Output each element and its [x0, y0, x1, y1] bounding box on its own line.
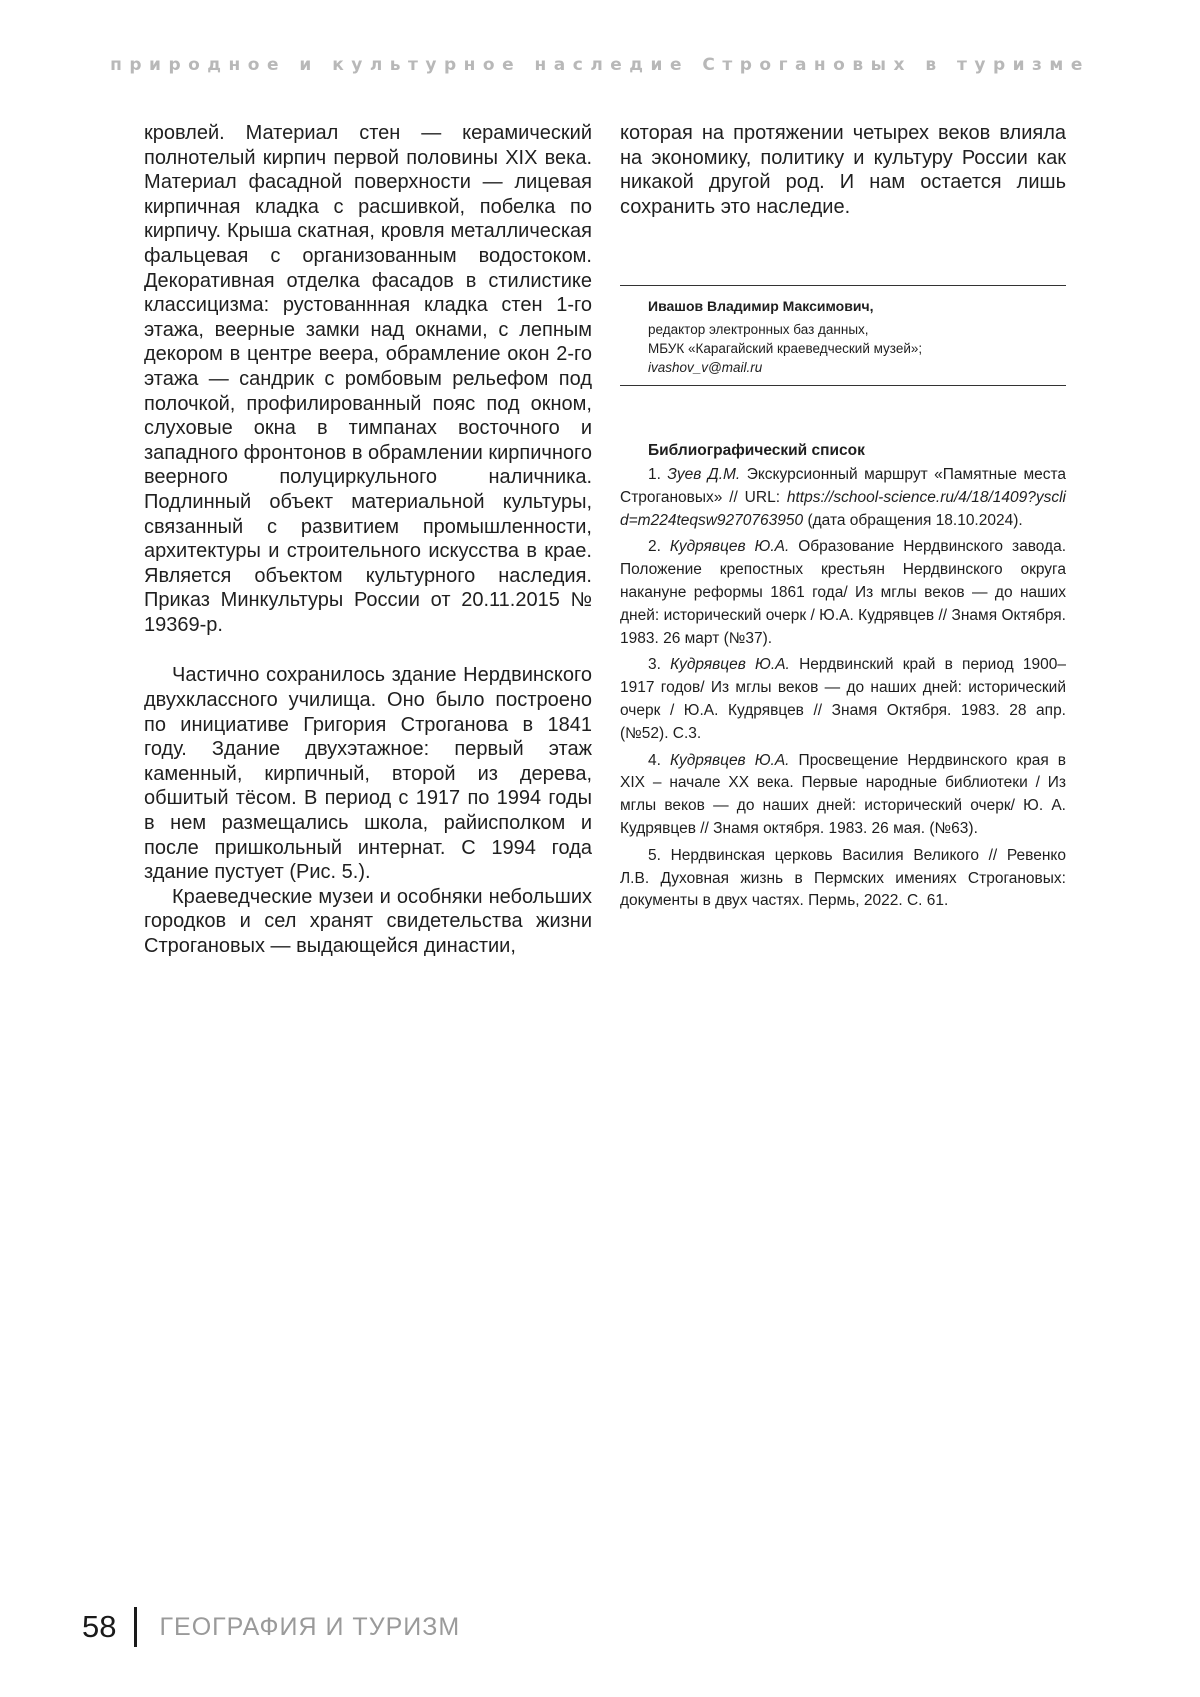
paragraph-conclusion: которая на протяжении четырех веков влияла на экономику, политику и культуру России как никакой другой род. И нам остается лишь сохранить это наследие. — [620, 121, 1066, 219]
bib-num: 2. — [648, 538, 661, 555]
bibliography — [620, 440, 1066, 917]
running-title: природное и культурное наследие Строгановых в туризме — [0, 55, 1200, 75]
bibliography-item — [620, 654, 1066, 745]
bib-text: Просвещение Нердвинского края в XIX – начале XX века. Первые народные библиотеки / Из мглы веков — до наших дней: исторический очерк/ Ю. А. Кудрявцев // Знамя октября. 1983. 26 мая. (№63). — [620, 752, 1066, 837]
right-column — [620, 121, 1066, 219]
left-column — [144, 121, 592, 959]
author-organization: МБУК «Карагайский краеведческий музей»; — [648, 339, 1066, 358]
bib-text: Экскурсионный маршрут «Памятные места Строгановых» // URL: — [620, 466, 1066, 506]
bibliography-item — [620, 845, 1066, 913]
section-name: ГЕОГРАФИЯ И ТУРИЗМ — [159, 1613, 460, 1642]
bib-num: 1. — [648, 466, 661, 483]
author-email[interactable]: ivashov_v@mail.ru — [648, 358, 1066, 377]
paragraph-school: Частично сохранилось здание Нердвинского двухклассного училища. Оно было построено по инициативе Григория Строганова в 1841 году. Здание двухэтажное: первый этаж каменный, кирпичный, второй из дерева, обшитый тёсом. В период с 1917 по 1994 годы в нем размещались школа, райисполком и после пришкольный интернат. С 1994 года здание пустует (Рис. 5.). — [144, 663, 592, 884]
bibliography-title: Библиографический список — [620, 440, 1066, 462]
paragraph-description: кровлей. Материал стен — керамический полнотелый кирпич первой половины XIX века. Материал фасадной поверхности — лицевая кирпичная кладка с расшивкой, побелка по кирпичу. Крыша скатная, кровля металлическая фальцевая с организованным водостоком. Декоративная отделка фасадов в стилистике классицизма: рустованнная кладка стен 1-го этажа, веерные замки над окнами, с лепным декором в центре веера, обрамление окон 2-го этажа — сандрик с ромбовым рельефом под полочкой, профилированный пояс под окном, слуховые окна в тимпанах восточного и западного фронтонов в обрамлении кирпичного веерного полуциркульного наличника. Подлинный объект материальной культуры, связанный с развитием промышленности, архитектуры и строительного искусства в крае. Является объектом культурного наследия. Приказ Минкультуры России от 20.11.2015 № 19369-р. — [144, 121, 592, 637]
bib-author: Кудрявцев Ю.А. — [670, 752, 790, 769]
bib-author: Зуев Д.М. — [667, 466, 740, 483]
bibliography-item — [620, 536, 1066, 650]
page-number: 58 — [82, 1609, 116, 1645]
paragraph-museums: Краеведческие музеи и особняки небольших городков и сел хранят свидетельства жизни Строгановых — выдающейся династии, — [144, 885, 592, 959]
bib-author: Кудрявцев Ю.А. — [670, 656, 790, 673]
bibliography-item — [620, 750, 1066, 841]
bib-url-link[interactable]: https://school-science.ru/4/18/1409?ysclid=m224teqsw9270763950 — [620, 489, 1066, 529]
bib-text: Образование Нердвинского завода. Положение крепостных крестьян Нердвинского округа накануне реформы 1861 года/ Из мглы веков — до наших дней: исторический очерк / Ю.А. Кудрявцев // Знамя Октября. 1983. 26 март (№37). — [620, 538, 1066, 646]
bib-num: 5. — [648, 847, 661, 864]
footer-divider — [134, 1607, 137, 1647]
bib-text: Нердвинская церковь Василия Великого // Ревенко Л.В. Духовная жизнь в Пермских имениях Строгановых: документы в двух частях. Пермь, 2022. С. 61. — [620, 847, 1066, 910]
author-info — [620, 285, 1066, 386]
bibliography-item — [620, 464, 1066, 532]
bib-num: 4. — [648, 752, 661, 769]
bib-num: 3. — [648, 656, 661, 673]
bib-tail: (дата обращения 18.10.2024). — [807, 512, 1022, 529]
author-name: Ивашов Владимир Максимович, — [648, 296, 1066, 316]
bib-author: Кудрявцев Ю.А. — [670, 538, 789, 555]
bib-text: Нердвинский край в период 1900–1917 годов/ Из мглы веков — до наших дней: исторический очерк / Ю.А. Кудрявцев // Знамя Октября. 1983. 28 апр. (№52). С.3. — [620, 656, 1066, 741]
page-footer — [82, 1605, 460, 1649]
author-position: редактор электронных баз данных, — [648, 320, 1066, 339]
